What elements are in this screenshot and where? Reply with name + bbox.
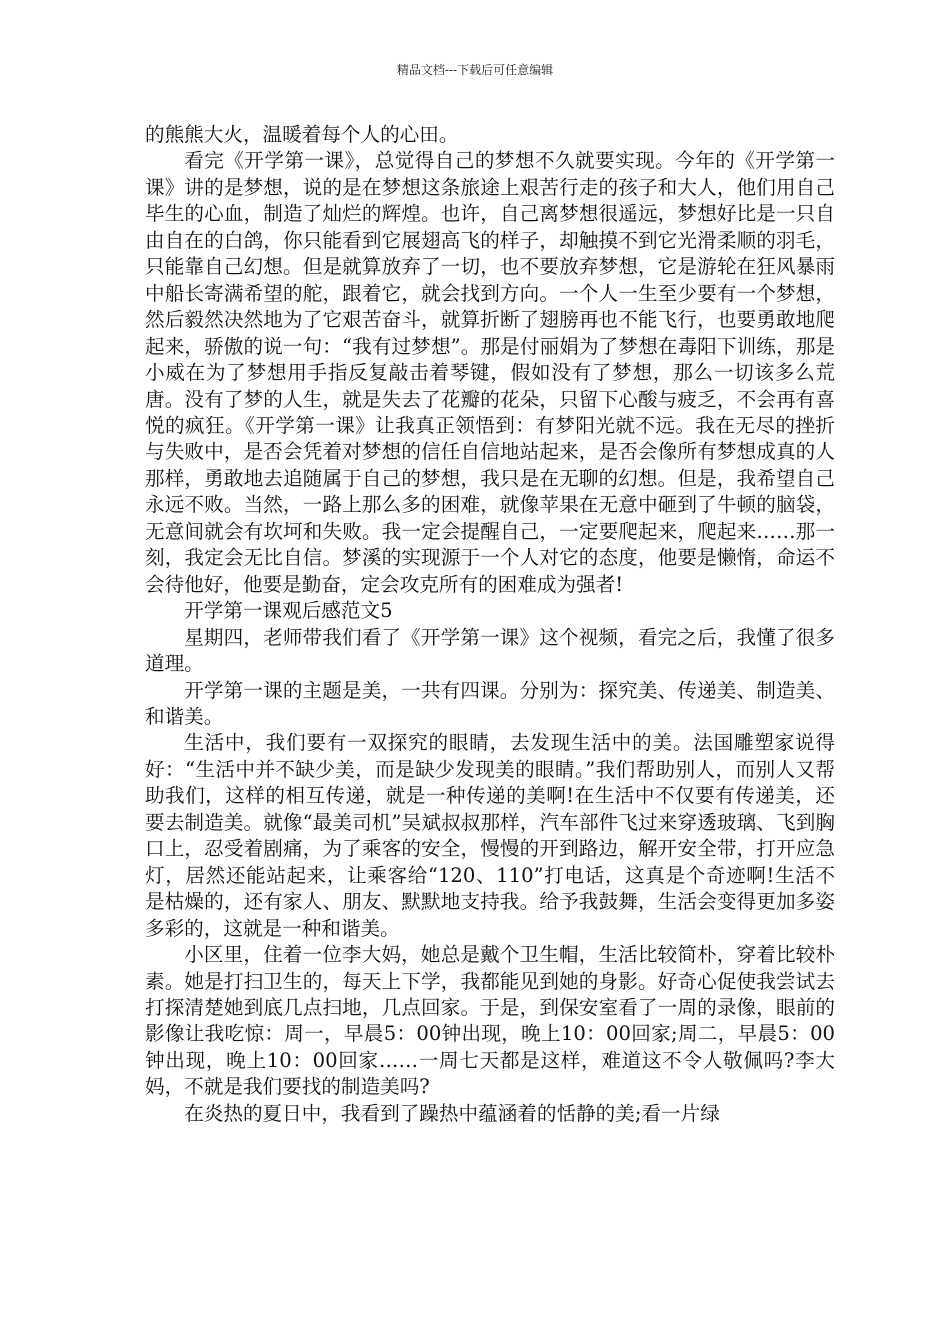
paragraph: 看完《开学第一课》，总觉得自己的梦想不久就要实现。今年的《开学第一课》讲的是梦想，说的是在梦想这条旅途上艰苦行走的孩子和大人，他们用自己毕生的心血，制造了灿烂的辉煌。也许，自己离梦想很遥远，梦想好比是一只自由自在的白鸽，你只能看到它展翅高飞的样子，却触摸不到它光滑柔顺的羽毛，只能靠自己幻想。但是就算放弃了一切，也不要放弃梦想，它是游轮在狂风暴雨中船长寄满希望的舵，跟着它，就会找到方向。一个人一生至少要有一个梦想，然后毅然决然地为了它艰苦奋斗，就算折断了翅膀再也不能飞行，也要勇敢地爬起来，骄傲的说一句：“我有过梦想”。那是付丽娟为了梦想在毒阳下训练，那是小威在为了梦想用手指反复敲击着琴键，假如没有了梦想，那么一切该多么荒唐。没有了梦的人生，就是失去了花瓣的花朵，只留下心酸与疲乏，不会再有喜悦的疯狂。《开学第一课》让我真正领悟到：有梦阳光就不远。我在无尽的挫折与失败中，是否会凭着对梦想的信任自信地站起来，是否会像所有梦想成真的人那样，勇敢地去追随属于自己的梦想，我只是在无聊的幻想。但是，我希望自己永远不败。当然，一路上那么多的困难，就像苹果在无意中砸到了牛顿的脑袋，无意间就会有坎坷和失败。我一定会提醒自己，一定要爬起来，爬起来……那一刻，我定会无比自信。梦溪的实现源于一个人对它的态度，他要是懒惰，命运不会待他好，他要是勤奋，定会攻克所有的困难成为强者!	[145, 149, 835, 596]
paragraph: 开学第一课的主题是美，一共有四课。分别为：探究美、传递美、制造美、和谐美。	[145, 678, 835, 728]
paragraph: 小区里，住着一位李大妈，她总是戴个卫生帽，生活比较简朴，穿着比较朴素。她是打扫卫生的，每天上下学，我都能见到她的身影。好奇心促使我尝试去打探清楚她到底几点扫地，几点回家。于是，到保安室看了一周的录像，眼前的影像让我吃惊：周一，早晨5：00钟出现，晚上10：00回家;周二，早晨5：00钟出现，晚上10：00回家……一周七天都是这样，难道这不令人敬佩吗?李大妈，不就是我们要找的制造美吗?	[145, 943, 835, 1099]
paragraph: 星期四，老师带我们看了《开学第一课》这个视频，看完之后，我懂了很多道理。	[145, 625, 835, 676]
document-body	[145, 122, 835, 1127]
paragraph: 生活中，我们要有一双探究的眼睛，去发现生活中的美。法国雕塑家说得好：“生活中并不缺少美，而是缺少发现美的眼睛。”我们帮助别人，而别人又帮助我们，这样的相互传递，就是一种传递的美啊!在生活中不仅要有传递美，还要去制造美。就像“最美司机”吴斌叔叔那样，汽车部件飞过来穿透玻璃、飞到胸口上，忍受着剧痛，为了乘客的安全，慢慢的开到路边，解开安全带，打开应急灯，居然还能站起来，让乘客给“120、110”打电话，这真是个奇迹啊!生活不是枯燥的，还有家人、朋友、默默地支持我。给予我鼓舞，生活会变得更加多姿多彩的，这就是一种和谐美。	[145, 731, 835, 940]
section-title: 开学第一课观后感范文5	[184, 599, 393, 623]
paragraph: 的熊熊大火，温暖着每个人的心田。	[145, 123, 459, 146]
paragraph: 在炎热的夏日中，我看到了躁热中蕴涵着的恬静的美;看一片绿	[184, 1101, 720, 1125]
page-header: 精品文档---下载后可任意编辑	[396, 63, 554, 77]
